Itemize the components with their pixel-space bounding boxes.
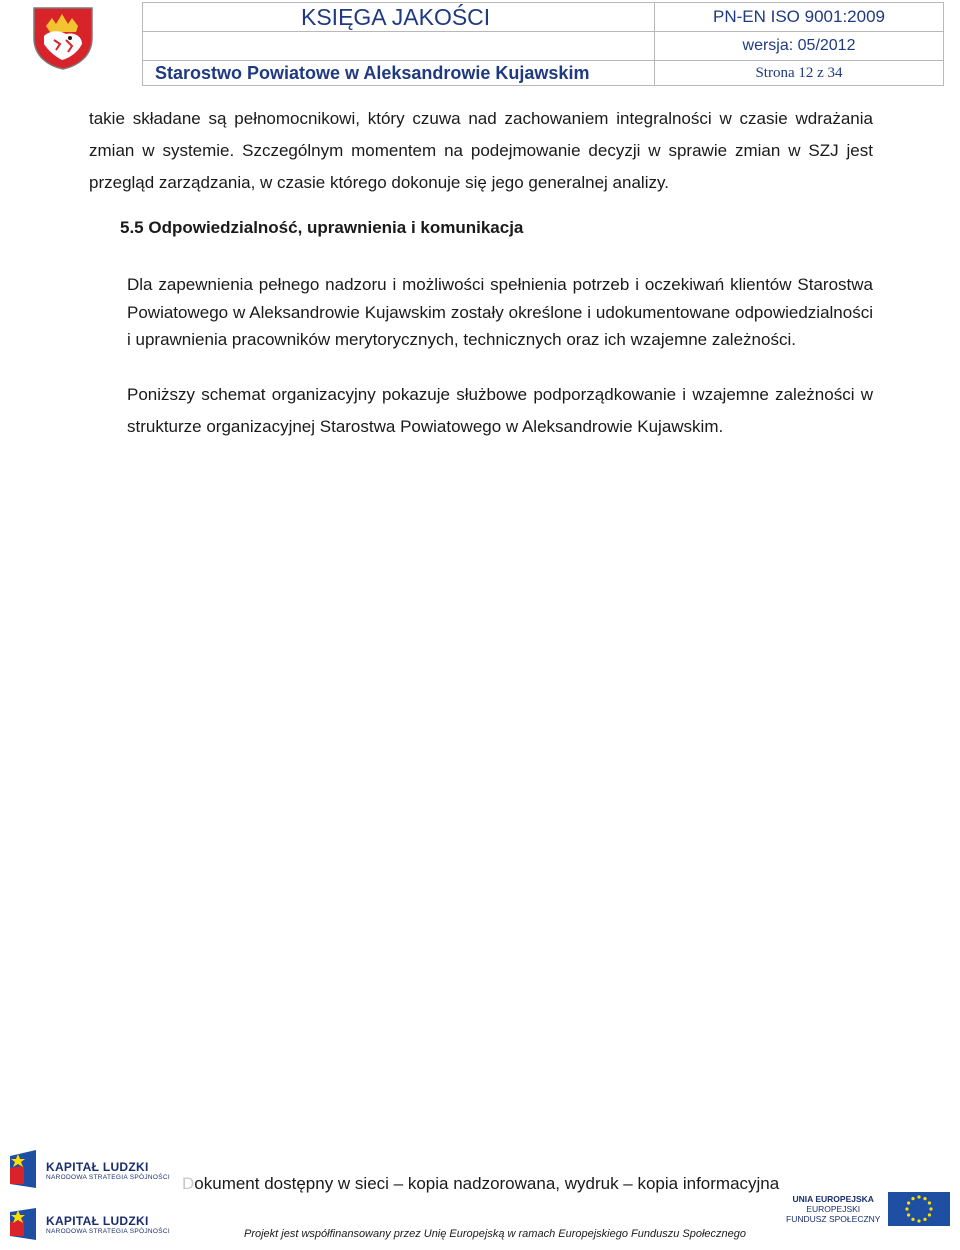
document-version: wersja: 05/2012: [655, 32, 944, 61]
document-header: [142, 2, 944, 86]
page-number: Strona 12 z 34: [655, 61, 944, 86]
eu-fund-logo: [786, 1192, 950, 1226]
eu-line-3: FUNDUSZ SPOŁECZNY: [786, 1214, 881, 1224]
iso-standard: PN-EN ISO 9001:2009: [655, 3, 944, 32]
section-heading: 5.5 Odpowiedzialność, uprawnienia i komunikacja: [120, 218, 524, 237]
header-spacer: [143, 32, 655, 61]
eu-line-2: EUROPEJSKI: [806, 1204, 861, 1214]
kapital-ludzki-logo-bottom: [6, 1206, 170, 1242]
coat-of-arms-logo: [30, 4, 96, 70]
paragraph-org-chart: Poniższy schemat organizacyjny pokazuje służbowe podporządkowanie i wzajemne zależności w strukturze organizacyjnej Starostwa Powiatowego w Aleksandrowie Kujawskim.: [127, 385, 873, 436]
document-title: KSIĘGA JAKOŚCI: [143, 3, 655, 32]
kapital-ludzki-icon: [6, 1148, 40, 1192]
organization-name: Starostwo Powiatowe w Aleksandrowie Kujawskim: [143, 61, 655, 86]
eu-line-1: UNIA EUROPEJSKA: [792, 1194, 874, 1204]
eu-flag-icon: [888, 1192, 950, 1226]
note-text: okument dostępny w sieci – kopia nadzorowana, wydruk – kopia informacyjna: [194, 1174, 780, 1193]
kapital-ludzki-subtitle: NARODOWA STRATEGIA SPÓJNOŚCI: [46, 1173, 170, 1181]
funding-statement: Projekt jest współfinansowany przez Unię Europejską w ramach Europejskiego Funduszu Społecznego: [244, 1228, 746, 1240]
document-status-note: [182, 1174, 779, 1194]
kapital-ludzki-icon: [6, 1206, 40, 1242]
kapital-ludzki-subtitle: NARODOWA STRATEGIA SPÓJNOŚCI: [46, 1227, 170, 1235]
paragraph-integrity: takie składane są pełnomocnikowi, który czuwa nad zachowaniem integralności w czasie wdrażania zmian w systemie. Szczególnym momentem na podejmowanie decyzji w sprawie zmian w SZJ jest przegląd zarządzania, w czasie którego dokonuje się jego generalnej analizy.: [89, 109, 873, 192]
paragraph-responsibilities: Dla zapewnienia pełnego nadzoru i możliwości spełnienia potrzeb i oczekiwań klientów Starostwa Powiatowego w Aleksandrowie Kujawskim zostały określone i udokumentowane odpowiedzialności i uprawnienia pracowników merytorycznych, technicznych oraz ich wzajemne zależności.: [127, 275, 873, 349]
kapital-ludzki-name: KAPITAŁ LUDZKI: [46, 1159, 149, 1174]
kapital-ludzki-name: KAPITAŁ LUDZKI: [46, 1213, 149, 1228]
note-first-letter: D: [182, 1174, 195, 1193]
kapital-ludzki-logo-top: [6, 1148, 170, 1192]
